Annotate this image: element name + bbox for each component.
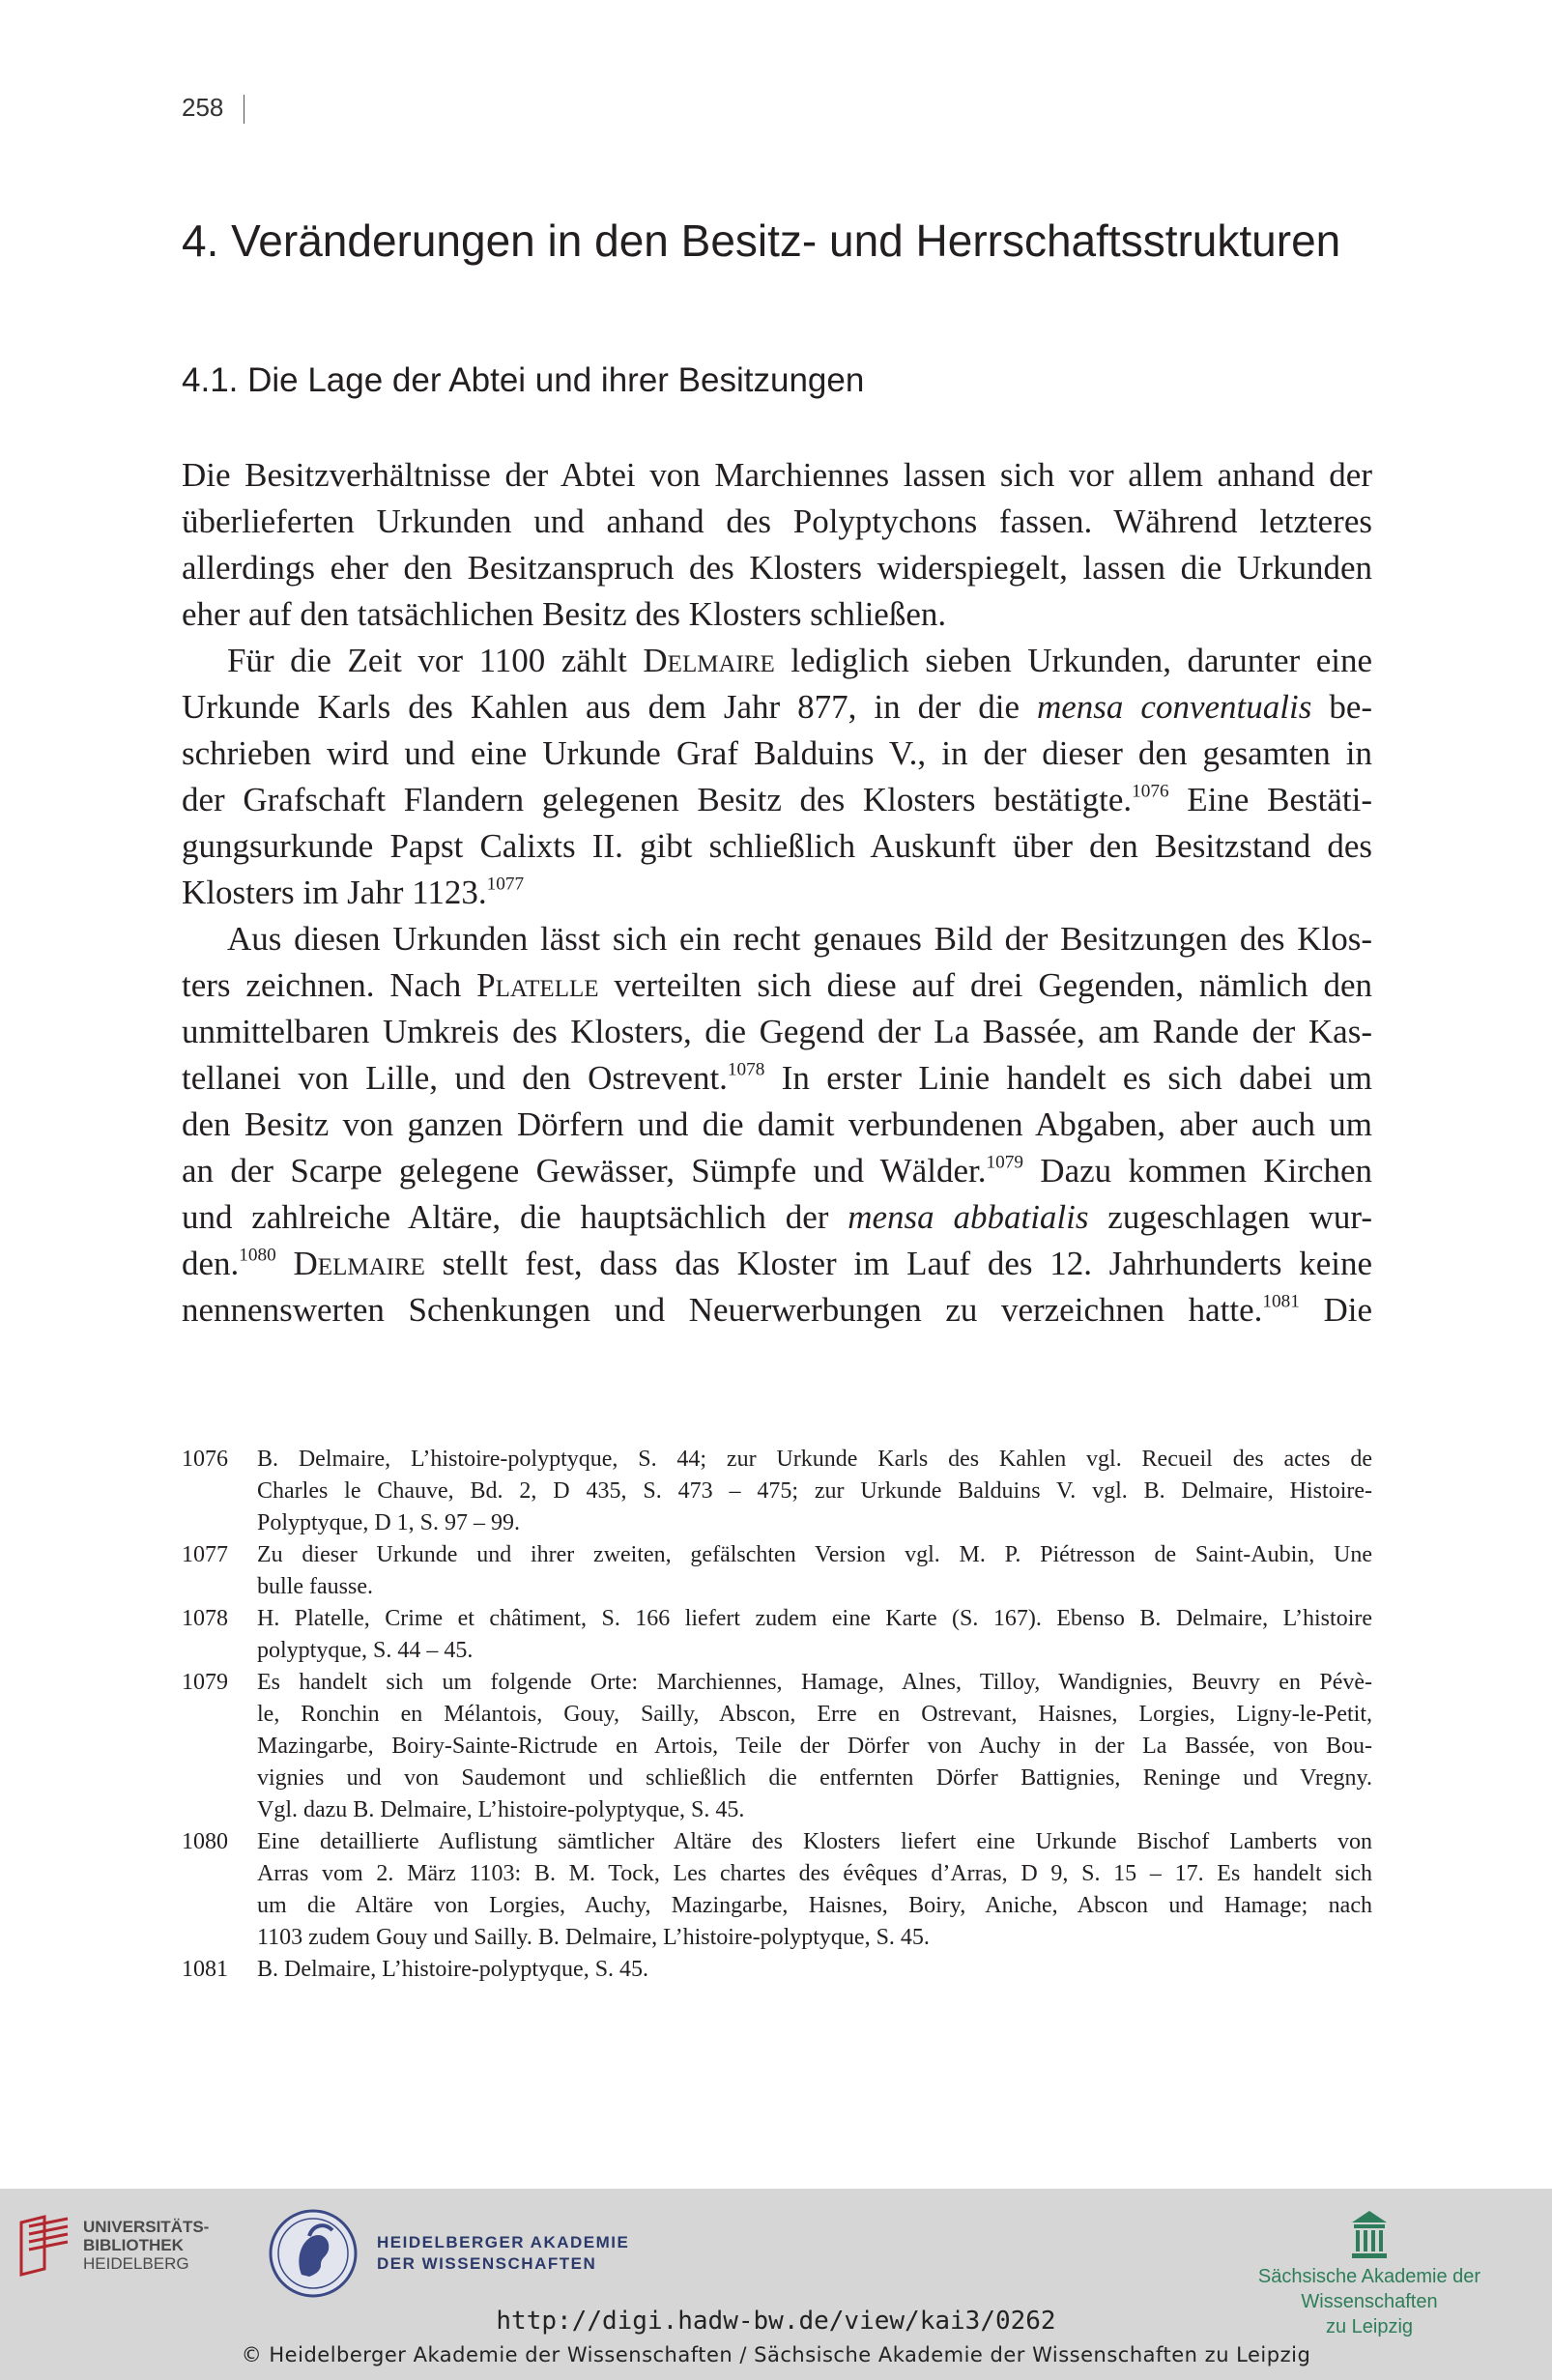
hadw-logo[interactable] bbox=[267, 2207, 629, 2300]
text-line: Urkunde Karls des Kahlen aus dem Jahr 877, in der die mensa conventualis be- bbox=[182, 688, 1373, 726]
section-title: 4.1. Die Lage der Abtei und ihrer Besitzungen bbox=[182, 361, 865, 399]
footnote bbox=[182, 1826, 1372, 1954]
footnote-text: Eine detaillierte Auflistung sämtlicher Altäre des Klosters liefert eine Urkunde Bischof Lamberts von Arras vom 2. März 1103: B. M. Tock, Les chartes des évêques d’Arras, D 9, S. 15 – 17. Es handelt sich um die Altäre von Lorgies, Auchy, Mazingarbe, Haisnes, Boiry, Aniche, Abscon und Hamage; nach 1103 zudem Gouy und Sailly. B. Delmaire, L’histoire-polyptyque, S. 45. bbox=[257, 1829, 1372, 1950]
text-line: unmittelbaren Umkreis des Klosters, die Gegend der La Bassée, am Rande der Kas- bbox=[182, 1013, 1372, 1050]
paragraph-2 bbox=[182, 638, 1372, 916]
footnote-number: 1076 bbox=[182, 1447, 228, 1472]
footnote bbox=[182, 1603, 1372, 1667]
italic-term: mensa conventualis bbox=[1037, 688, 1312, 726]
paragraph-1 bbox=[182, 452, 1372, 638]
hadw-logo-text: HEIDELBERGER AKADEMIE DER WISSENSCHAFTEN bbox=[377, 2233, 630, 2273]
footnote-ref[interactable]: 1078 bbox=[727, 1059, 765, 1080]
text-line: an der Scarpe gelegene Gewässer, Sümpfe und Wälder.$^{1079}$ Dazu kommen Kirchen bbox=[182, 1152, 1372, 1190]
footnote-ref[interactable]: 1079 bbox=[986, 1152, 1023, 1173]
text-line: nennenswerten Schenkungen und Neuerwerbungen zu verzeichnen hatte.$^{1081}$ Die bbox=[182, 1291, 1372, 1329]
text-line: Für die Zeit vor 1100 zählt Delmaire lediglich sieben Urkunden, darunter eine bbox=[227, 642, 1372, 679]
footer-copyright: © Heidelberger Akademie der Wissenschaften / Sächsische Akademie der Wissenschaften zu Leipzig bbox=[241, 2343, 1311, 2366]
footnote-text: B. Delmaire, L’histoire-polyptyque, S. 44; zur Urkunde Karls des Kahlen vgl. Recueil des actes de Charles le Chauve, Bd. 2, D 435, S. 473 – 475; zur Urkunde Balduins V. vgl. B. Delmaire, Histoire- Polyptyque, D 1, S. 97 – 99. bbox=[257, 1447, 1372, 1535]
footnote-number: 1081 bbox=[182, 1957, 228, 1982]
saw-building-icon bbox=[1350, 2209, 1389, 2259]
footnote bbox=[182, 1539, 1372, 1603]
footnote-ref[interactable]: 1080 bbox=[239, 1245, 276, 1266]
text-line: den.$^{1080}$ Delmaire stellt fest, dass das Kloster im Lauf des 12. Jahrhunderts keine bbox=[182, 1245, 1373, 1282]
text-line: Die Besitzverhältnisse der Abtei von Marchiennes lassen sich vor allem anhand der bbox=[182, 456, 1372, 494]
body-text bbox=[182, 452, 1372, 1333]
text-line: Klosters im Jahr 1123.$^{1077}$ bbox=[182, 874, 525, 911]
footnote-ref[interactable]: 1076 bbox=[1132, 781, 1169, 802]
author-name: Platelle bbox=[476, 966, 599, 1004]
text-line: Aus diesen Urkunden lässt sich ein recht genaues Bild der Besitzungen des Klos- bbox=[227, 920, 1372, 958]
paragraph-3 bbox=[182, 916, 1372, 1333]
chapter-title: 4. Veränderungen in den Besitz- und Herrschaftsstrukturen bbox=[182, 215, 1341, 266]
page-number: 258 bbox=[182, 93, 224, 122]
text-line: und zahlreiche Altäre, die hauptsächlich der mensa abbatialis zugeschlagen wur- bbox=[182, 1198, 1372, 1236]
footnote-text: Zu dieser Urkunde und ihrer zweiten, gefälschten Version vgl. M. P. Piétresson de Saint-Aubin, Une bulle fausse. bbox=[257, 1542, 1372, 1599]
ub-logo-text: UNIVERSITÄTS- BIBLIOTHEK HEIDELBERG bbox=[83, 2217, 210, 2273]
footer-url[interactable]: http://digi.hadw-bw.de/view/kai3/0262 bbox=[496, 2307, 1056, 2336]
footnote-number: 1080 bbox=[182, 1829, 228, 1854]
footnotes bbox=[182, 1444, 1372, 1986]
footnote-number: 1077 bbox=[182, 1542, 228, 1567]
text-line: überlieferten Urkunden und anhand des Polyptychons fassen. Während letzteres bbox=[182, 502, 1372, 540]
footnote bbox=[182, 1954, 1372, 1986]
author-name: Delmaire bbox=[293, 1245, 425, 1282]
saw-logo-text: Sächsische Akademie der Wissenschaften zu Leipzig bbox=[1257, 2266, 1481, 2337]
footnote-ref[interactable]: 1081 bbox=[1262, 1291, 1300, 1312]
ub-emblem-icon bbox=[15, 2213, 73, 2277]
text-line: eher auf den tatsächlichen Besitz des Klosters schließen. bbox=[182, 595, 947, 633]
italic-term: mensa abbatialis bbox=[848, 1198, 1089, 1236]
footnote-text: Es handelt sich um folgende Orte: Marchiennes, Hamage, Alnes, Tilloy, Wandignies, Beuvry en Pévè- le, Ronchin en Mélantois, Gouy, Sailly, Abscon, Erre en Ostrevant, Haisnes, Lorgies, Ligny-le-Petit, Mazingarbe, Boiry-Sainte-Rictrude en Artois, Teile der Dörfer von Auchy in der La Bassée, von Bou- vignies und von Saudemont und schließlich die entfernten Dörfer Battignies, Reninge und Vregny. Vgl. dazu B. Delmaire, L’histoire-polyptyque, S. 45. bbox=[257, 1670, 1372, 1822]
footnote-ref[interactable]: 1077 bbox=[486, 874, 525, 895]
footnote bbox=[182, 1444, 1372, 1539]
text-line: gungsurkunde Papst Calixts II. gibt schließlich Auskunft über den Besitzstand des bbox=[182, 827, 1372, 865]
footnote bbox=[182, 1667, 1372, 1826]
text-line: ters zeichnen. Nach Platelle verteilten sich diese auf drei Gegenden, nämlich den bbox=[182, 966, 1372, 1004]
text-line: allerdings eher den Besitzanspruch des Klosters widerspiegelt, lassen die Urkunden bbox=[182, 549, 1372, 587]
text-line: tellanei von Lille, und den Ostrevent.$^{1078}$ In erster Linie handelt es sich dabei um bbox=[182, 1059, 1372, 1097]
ub-heidelberg-logo[interactable] bbox=[15, 2213, 209, 2277]
text-line: der Grafschaft Flandern gelegenen Besitz des Klosters bestätigte.$^{1076}$ Eine Bestäti- bbox=[182, 781, 1372, 818]
footnote-text: H. Platelle, Crime et châtiment, S. 166 liefert zudem eine Karte (S. 167). Ebenso B. Delmaire, L’histoire polyptyque, S. 44 – 45. bbox=[257, 1606, 1372, 1663]
text-line: den Besitz von ganzen Dörfern und die damit verbundenen Abgaben, aber auch um bbox=[182, 1105, 1372, 1143]
minerva-medallion-icon bbox=[267, 2207, 359, 2300]
footnote-number: 1079 bbox=[182, 1670, 228, 1695]
footnote-number: 1078 bbox=[182, 1606, 228, 1631]
footnote-text: B. Delmaire, L’histoire-polyptyque, S. 45. bbox=[257, 1957, 649, 1982]
text-line: schrieben wird und eine Urkunde Graf Balduins V., in der dieser den gesamten in bbox=[182, 734, 1372, 772]
author-name: Delmaire bbox=[643, 642, 775, 679]
